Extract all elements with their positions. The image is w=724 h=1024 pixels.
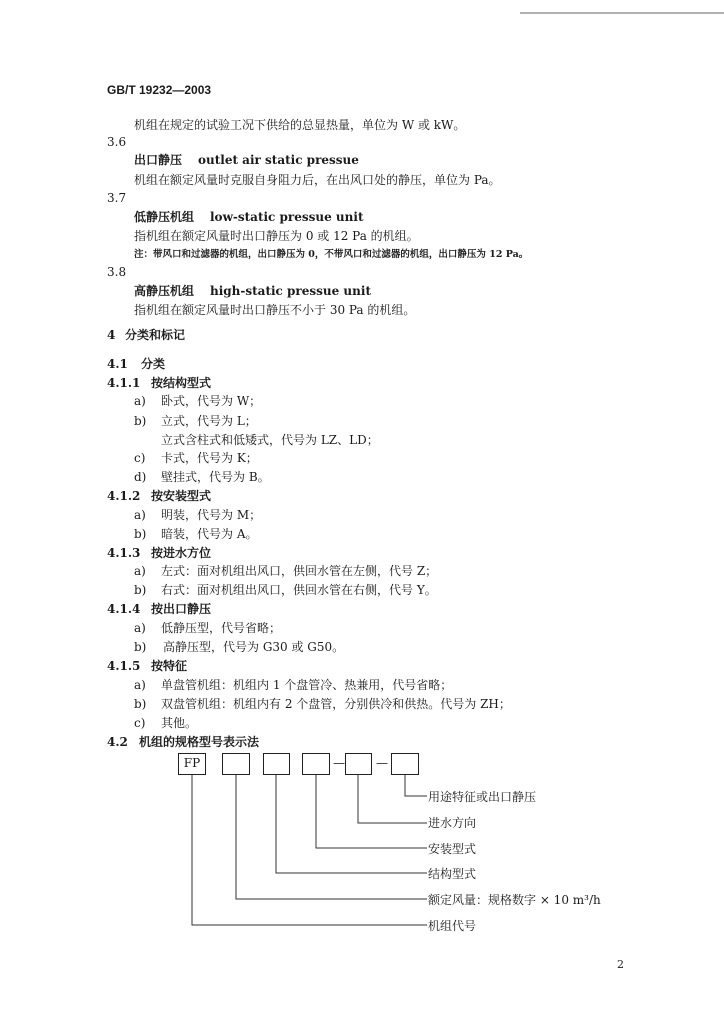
list-item-label: d) [134, 470, 147, 484]
diagram-dash: — [333, 756, 345, 770]
page-number: 2 [617, 958, 624, 971]
section-3-6-title-cn: 出口静压 [134, 153, 183, 167]
list-item-text: 左式：面对机组出风口，供回水管在左侧，代号 Z； [161, 564, 438, 578]
list-item-label: c) [134, 716, 146, 730]
list-item-text: 立式含柱式和低矮式，代号为 LZ、LD； [161, 433, 379, 447]
section-3-6-title-en: outlet air static pressue [198, 153, 359, 167]
list-item-label: a) [134, 678, 146, 692]
section-4-1-4-number: 4.1.4 [107, 602, 141, 616]
diagram-box-installation [302, 753, 330, 775]
section-4-1-5-number: 4.1.5 [107, 659, 141, 673]
diagram-label-airflow: 额定风量：规格数字 × 10 m³/h [428, 893, 601, 907]
section-3-8-definition: 指机组在额定风量时出口静压不小于 30 Pa 的机组。 [134, 303, 416, 317]
diagram-box-feature [391, 753, 419, 775]
section-3-6-number: 3.6 [107, 135, 127, 149]
section-3-7-title-en: low-static pressue unit [210, 210, 364, 224]
section-3-8-title-en: high-static pressue unit [210, 284, 371, 298]
diagram-dash: — [376, 756, 388, 770]
list-item-label: b) [134, 640, 147, 654]
diagram-box-airflow [222, 753, 250, 775]
diagram-label-structure: 结构型式 [428, 867, 477, 881]
section-4-1-number: 4.1 [107, 357, 128, 371]
list-item-text: 低静压型，代号省略； [161, 621, 282, 635]
fp-label: FP [183, 756, 201, 770]
section-3-8-number: 3.8 [107, 265, 127, 279]
section-4-1-2-number: 4.1.2 [107, 489, 141, 503]
section-4-2-number: 4.2 [107, 735, 128, 749]
list-item-text: 其他。 [161, 716, 198, 730]
intro-line: 机组在规定的试验工况下供给的总显热量，单位为 W 或 kW。 [134, 118, 466, 132]
diagram-box-water-direction [345, 753, 372, 775]
standard-id: GB/T 19232—2003 [107, 83, 212, 97]
section-4-number: 4 [107, 328, 116, 342]
section-4-1-title: 分类 [141, 357, 166, 371]
section-4-1-4-title: 按出口静压 [151, 602, 212, 616]
section-3-7-title-cn: 低静压机组 [134, 210, 195, 224]
section-4-2-title: 机组的规格型号表示法 [139, 735, 260, 749]
section-3-8-title-cn: 高静压机组 [134, 284, 195, 298]
list-item-text: 双盘管机组：机组内有 2 个盘管，分别供冷和供热。代号为 ZH； [161, 697, 511, 711]
diagram-box-fp [178, 753, 206, 775]
section-4-1-1-number: 4.1.1 [107, 376, 141, 390]
diagram-label-water-direction: 进水方向 [428, 816, 477, 830]
section-3-7-definition: 指机组在额定风量时出口静压为 0 或 12 Pa 的机组。 [134, 229, 419, 243]
diagram-box-structure [263, 753, 290, 775]
list-item-label: a) [134, 394, 146, 408]
list-item-text: 卧式，代号为 W； [161, 394, 262, 408]
list-item-text: 卡式，代号为 K； [161, 451, 258, 465]
list-item-text: 明装，代号为 M； [161, 508, 262, 522]
section-4-1-2-title: 按安装型式 [151, 489, 212, 503]
list-item-label: b) [134, 697, 147, 711]
list-item-text: 壁挂式，代号为 B。 [161, 470, 270, 484]
section-4-1-3-title: 按进水方位 [151, 546, 212, 560]
section-3-7-number: 3.7 [107, 191, 127, 205]
section-4-1-3-number: 4.1.3 [107, 546, 141, 560]
section-4-1-1-title: 按结构型式 [151, 376, 212, 390]
list-item-label: c) [134, 451, 146, 465]
section-4-1-5-title: 按特征 [151, 659, 188, 673]
section-3-6-definition: 机组在额定风量时克服自身阻力后，在出风口处的静压，单位为 Pa。 [134, 173, 501, 187]
list-item-text: 高静压型，代号为 G30 或 G50。 [163, 640, 345, 654]
diagram-label-installation: 安装型式 [428, 842, 477, 856]
list-item-text: 暗装，代号为 A。 [161, 527, 258, 541]
section-4-title: 分类和标记 [125, 328, 186, 342]
diagram-label-feature: 用途特征或出口静压 [428, 790, 537, 804]
list-item-label: b) [134, 414, 147, 428]
list-item-text: 单盘管机组：机组内 1 个盘管冷、热兼用，代号省略； [161, 678, 453, 692]
list-item-label: b) [134, 583, 147, 597]
list-item-label: a) [134, 508, 146, 522]
diagram-label-unit-code: 机组代号 [428, 919, 477, 933]
section-3-7-note: 注：带风口和过滤器的机组，出口静压为 0，不带风口和过滤器的机组，出口静压为 12 Pa。 [134, 249, 529, 260]
list-item-text: 立式，代号为 L； [161, 414, 257, 428]
list-item-label: a) [134, 564, 146, 578]
list-item-label: b) [134, 527, 147, 541]
list-item-text: 右式：面对机组出风口，供回水管在右侧，代号 Y。 [161, 583, 437, 597]
list-item-label: a) [134, 621, 146, 635]
